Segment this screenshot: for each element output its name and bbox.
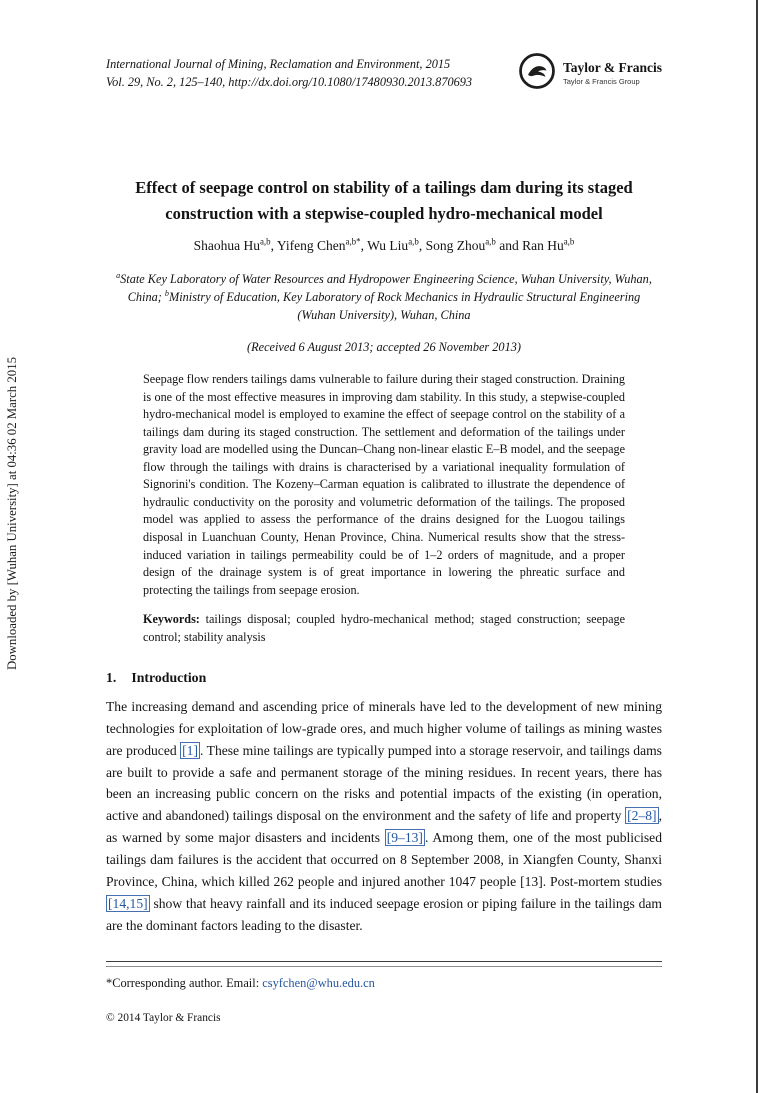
author: , Song Zhou$^{a,b}$ <box>418 236 496 254</box>
journal-info <box>106 56 472 92</box>
intro-paragraph: The increasing demand and ascending price of minerals have led to the development of new mining technologies for exploitation of low-grade ores, and much higher volume of tailings as mining wastes are produced [1] . These mine tailings are typically pumped into a storage reservoir, and tailings dams are built to provide a safe and permanent storage of the mining residues. In recent years, there has been an increasing public concern on the risks and potential impacts of the existing (in operation, active and abandoned) tailings disposal on the environment and the safety of life and property [2–8] , as warned by some major disasters and incidents [9–13] . Among them, one of the most publicised tailings dam failures is the accident that occurred on 8 September 2008, in Xiangfen County, Shanxi Province, China, which killed 262 people and injured another 1047 people [13]. Post-mortem studies [14,15] show that heavy rainfall and its induced seepage erosion or piping failure in the tailings dam are the dominant factors leading to the disaster. <box>106 698 662 933</box>
affiliations: $^a$State Key Laboratory of Water Resources and Hydropower Engineering Science, Wuhan University, Wuhan, China; $^b$Ministry of Education, Key Laboratory of Rock Mechanics in Hydraulic Structural Engineering (Wuhan University), Wuhan, China <box>116 271 652 323</box>
article-title: Effect of seepage control on stability of a tailings dam during its staged construction with a stepwise-coupled hydro-mechanical model <box>135 178 633 223</box>
citation-link[interactable]: [1] <box>182 742 198 758</box>
download-notice-banner: Downloaded by [Wuhan University] at 04:36 02 March 2015 <box>5 357 19 670</box>
taylor-francis-wordmark <box>563 61 662 87</box>
footnote-divider <box>106 961 662 967</box>
taylor-francis-logo <box>518 52 662 95</box>
citation-link[interactable]: [9–13] <box>386 830 423 846</box>
author: and Ran Hu$^{a,b}$ <box>495 236 575 254</box>
page-content <box>106 0 662 1024</box>
author: Shaohua Hu$^{a,b}$ <box>193 236 271 254</box>
citation-link[interactable]: [14,15] <box>108 895 148 911</box>
author-line <box>106 238 662 254</box>
citation-link[interactable]: [2–8] <box>627 808 657 824</box>
logo-title: Taylor & Francis <box>562 59 662 75</box>
page-header <box>106 56 662 95</box>
email-link[interactable]: csyfchen@whu.edu.cn <box>262 975 375 990</box>
author: , Yifeng Chen$^{a,b*}$ <box>270 236 361 254</box>
taylor-francis-logo-icon <box>518 52 556 95</box>
author: , Wu Liu$^{a,b}$ <box>360 236 419 254</box>
footnote-rule-bottom <box>106 966 662 967</box>
keywords-list: tailings disposal; coupled hydro-mechanical method; staged construction; seepage control; stability analysis <box>143 612 626 645</box>
journal-volume-doi-line: Vol. 29, No. 2, 125–140, http://dx.doi.org/10.1080/17480930.2013.870693 <box>106 74 473 89</box>
logo-subtitle: Taylor & Francis Group <box>562 77 640 87</box>
copyright-line: © 2014 Taylor & Francis <box>106 1011 221 1024</box>
keywords-label: Keywords: <box>143 612 200 627</box>
page-edge-line <box>756 0 758 1093</box>
keywords-line <box>143 611 625 647</box>
section-heading-introduction: 1. Introduction <box>106 669 207 685</box>
abstract-paragraph: Seepage flow renders tailings dams vulnerable to failure during their staged construction. Draining is one of the most effective measures in improving dam stability. In this study, a stepwise-coupled hydro-mechanical model is employed to examine the effect of seepage control on the stability of a tailings dam during its staged construction. The settlement and deformation of the tailings under gravity load are modelled using the Duncan–Chang non-linear elastic E–B model, and the seepage flow through the tailings with drains is characterised by a variational inequality formulation of Signorini's condition. The Kozeny–Carman equation is calibrated to illustrate the dependence of hydraulic conductivity on the porosity and volumetric deformation of the tailings. The proposed model was applied to assess the performance of the drains designed for the Luogou tailings disposal in Luanchuan County, Henan Province, China. Numerical results show that the stress-induced variation in tailings permeability could be of 1–2 orders of magnitude, and a proper design of the drainage system is of great importance in lowering the phreatic surface and protecting the tailings from seepage erosion. <box>143 371 625 597</box>
footnote-rule-top <box>106 961 662 962</box>
received-accepted-line: (Received 6 August 2013; accepted 26 November 2013) <box>247 339 521 354</box>
corresponding-author-footnote: *Corresponding author. Email: csyfchen@whu.edu.cn <box>106 975 375 990</box>
journal-title-line: International Journal of Mining, Reclamation and Environment, 2015 <box>106 57 451 71</box>
